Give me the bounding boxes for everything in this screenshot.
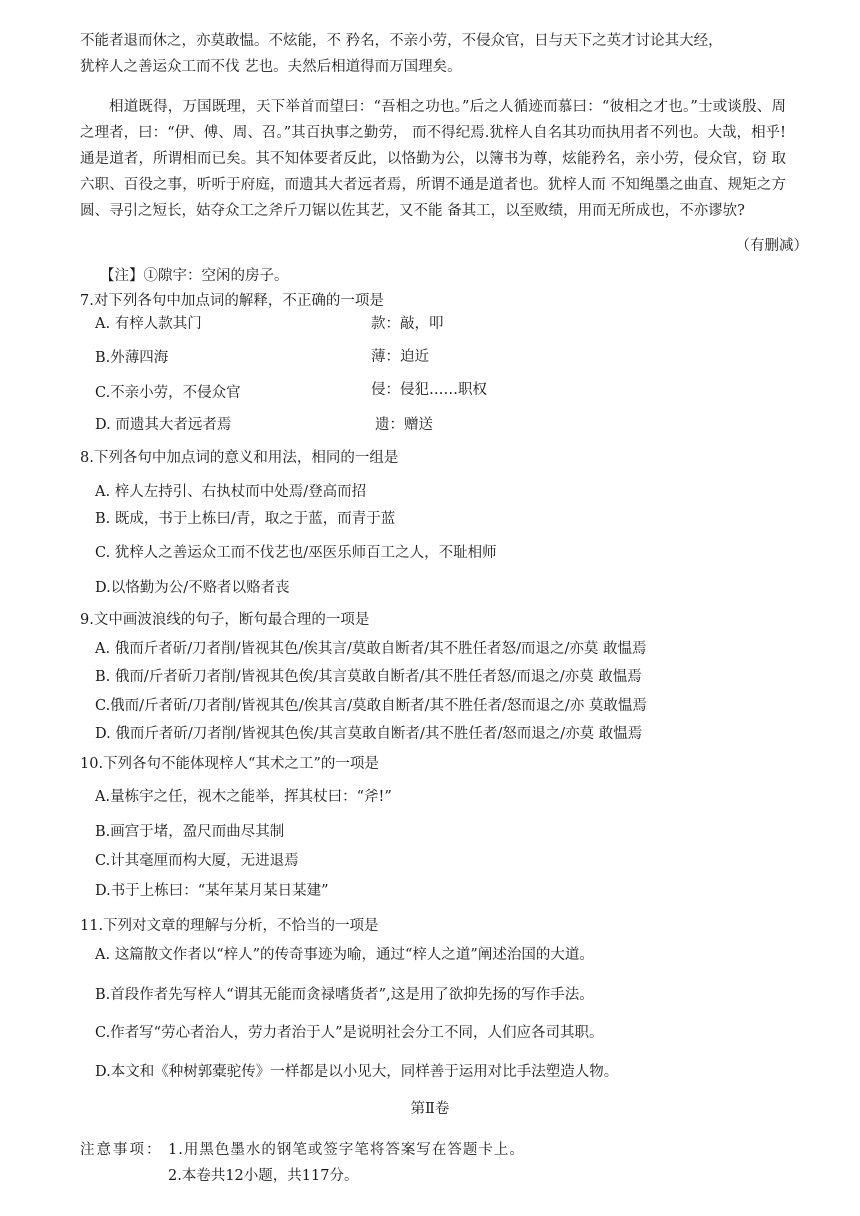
question-7-option-b: B.外薄四海 [95,350,169,366]
question-7-gloss-d: 遗：赠送 [375,417,433,433]
question-7-gloss-c: 侵：侵犯……职权 [371,382,487,398]
question-7-option-c: C.不亲小劳，不侵众官 [95,385,241,401]
question-7-option-a: A. 有梓人款其门 [95,316,202,332]
question-11-option-d: D.本文和《种树郭橐驼传》一样都是以小见大，同样善于运用对比手法塑造人物。 [95,1064,619,1080]
passage-p1-line2: 犹梓人之善运众工而不伐 艺也。夫然后相道得而万国理矣。 [80,59,462,75]
question-8-option-d: D.以恪勤为公/不赂者以赂者丧 [95,580,290,596]
question-9-option-a: A. 俄而斤者斫/刀者削/皆视其色/俟其言/莫敢自断者/其不胜任者怒/而退之/亦莫 敢愠焉 [95,641,647,657]
question-10-stem: 10.下列各句不能体现梓人“其术之工”的一项是 [80,756,379,772]
notice-item-1: 1.用黑色墨水的钢笔或签字笔将答案写在答题卡上。 [168,1142,525,1158]
question-10-option-d: D.书于上栋曰：“某年某月某日某建” [95,883,329,899]
question-8-stem: 8.下列各句中加点词的意义和用法，相同的一组是 [80,450,399,466]
notice-item-2: 2.本卷共12小题，共117分。 [168,1168,359,1184]
question-9-option-c: C.俄而/斤者斫/刀者削/皆视其色/俟其言/莫敢自断者/其不胜任者/怒而退之/亦 莫敢愠焉 [95,698,647,714]
question-9-stem: 9.文中画波浪线的句子，断句最合理的一项是 [80,612,370,628]
question-7-gloss-b: 薄：迫近 [371,349,429,365]
question-11-option-a: A. 这篇散文作者以“梓人”的传奇事迹为喻，通过“梓人之道”阐述治国的大道。 [95,947,594,963]
question-11-option-c: C.作者写“劳心者治人，劳力者治于人”是说明社会分工不同，人们应各司其职。 [95,1025,604,1041]
question-7-gloss-a: 款：敲，叩 [371,316,444,332]
question-9-option-d: D. 俄而斤者斫/刀者削/皆视其色俟/其言莫敢自断者/其不胜任者/怒而退之/亦莫 敢愠焉 [95,726,643,742]
passage-p2: 相道既得，万国既理，天下举首而望曰：“吾相之功也。”后之人循迹而慕曰：“彼相之才也。”士或谈殷、周之理者，曰：“伊、傅、周、召。”其百执事之勤劳， 而不得纪焉.犹梓人自名其功而执用者不列也。大哉，相乎!通是道者，所谓相而已矣。其不知体要者反此，以恪勤为公，以簿书为尊，炫能矜名，亲小劳，侵众官，窃 取六职、百役之事，听听于府庭，而遗其大者远者焉，所谓不通是道者也。犹梓人而 不知绳墨之曲直、规矩之方圆、寻引之短长，姑夺众工之斧斤刀锯以佐其艺，又不能 备其工，以至败绩，用而无所成也，不亦谬欤? [80,99,786,219]
source-note: （有删减） [735,238,808,254]
passage-p1-line1: 不能者退而休之，亦莫敢愠。不炫能，不 矜名，不亲小劳，不侵众官，日与天下之英才讨论其大经， [80,33,723,49]
question-9-option-b: B. 俄而/斤者斫刀者削/皆视其色俟/其言莫敢自断者/其不胜任者怒/而退之/亦莫 敢愠焉 [95,669,642,685]
question-11-stem: 11.下列对文章的理解与分析，不恰当的一项是 [80,918,379,934]
section-title: 第Ⅱ卷 [410,1101,450,1117]
notice-label: 注意事项： [80,1142,163,1158]
question-7-stem: 7.对下列各句中加点词的解释，不正确的一项是 [80,293,384,309]
question-8-option-c: C. 犹梓人之善运众工而不伐艺也/巫医乐师百工之人，不耻相师 [95,545,497,561]
question-10-option-b: B.画宫于堵，盈尺而曲尽其制 [95,824,285,840]
question-8-option-a: A. 梓人左持引、右执杖而中处焉/登高而招 [95,484,367,500]
question-11-option-b: B.首段作者先写梓人“谓其无能而贪禄嗜货者”,这是用了欲抑先扬的写作手法。 [95,987,594,1003]
annotation-note: 【注】①隙宇：空闲的房子。 [100,268,289,284]
question-7-option-d: D. 而遗其大者远者焉 [95,417,232,433]
question-10-option-c: C.计其毫厘而构大厦，无进退焉 [95,853,299,869]
question-8-option-b: B. 既成，书于上栋曰/青，取之于蓝，而青于蓝 [95,511,396,527]
question-10-option-a: A.量栋宇之任，视木之能举，挥其杖曰：“斧!” [95,789,392,805]
